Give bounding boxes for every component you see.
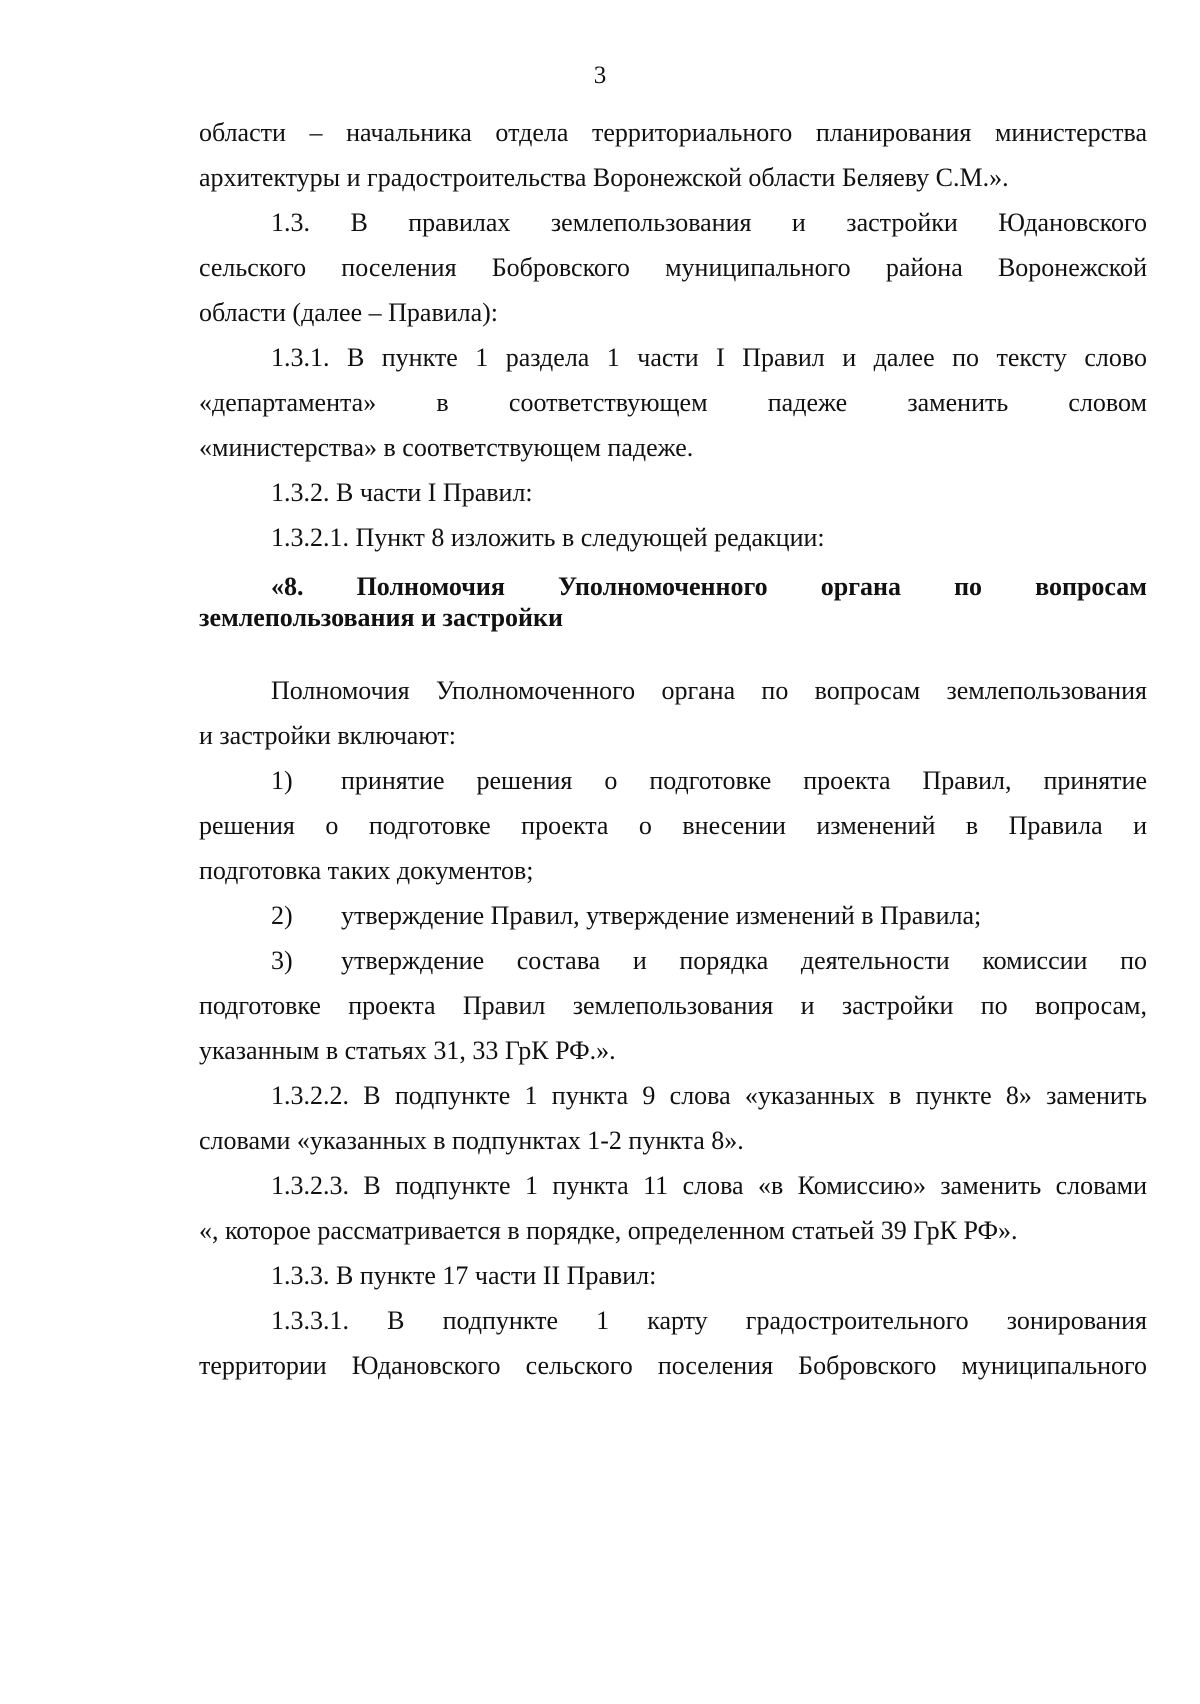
list-item-text: утверждение состава и порядка деятельности комиссии по	[341, 946, 1147, 975]
section-heading-line: землепользования и застройки	[199, 603, 563, 632]
text-line: области (далее – Правила):	[199, 298, 499, 327]
section-heading-line: «8. Полномочия Уполномоченного органа по вопросам	[271, 572, 1147, 601]
page-number: 3	[593, 62, 607, 89]
list-item-text: принятие решения о подготовке проекта Правил, принятие	[341, 766, 1147, 795]
text-line: области – начальника отдела территориального планирования министерства	[199, 118, 1147, 147]
text-line: 1.3.3.1. В подпункте 1 карту градостроительного зонирования	[271, 1306, 1147, 1335]
list-number: 3)	[271, 946, 293, 975]
text-line: подготовка таких документов;	[199, 856, 534, 885]
text-line: 1.3.3. В пункте 17 части II Правил:	[271, 1261, 657, 1290]
list-item	[271, 901, 1147, 931]
text-line: Полномочия Уполномоченного органа по вопросам землепользования	[271, 676, 1147, 705]
text-line: 1.3.2.3. В подпункте 1 пункта 11 слова «в Комиссию» заменить словами	[271, 1171, 1147, 1200]
list-item	[271, 946, 1147, 976]
text-line: территории Юдановского сельского поселения Бобровского муниципального	[199, 1351, 1147, 1380]
text-line: «министерства» в соответствующем падеже.	[199, 433, 694, 462]
list-item-text: утверждение Правил, утверждение изменений в Правила;	[341, 901, 982, 930]
list-number: 2)	[271, 901, 293, 930]
text-line: «, которое рассматривается в порядке, определенном статьей 39 ГрК РФ».	[199, 1216, 1018, 1245]
text-line: 1.3.1. В пункте 1 раздела 1 части I Правил и далее по тексту слово	[271, 343, 1147, 372]
list-item	[271, 766, 1147, 796]
text-line: и застройки включают:	[199, 721, 457, 750]
text-line: указанным в статьях 31, 33 ГрК РФ.».	[199, 1036, 616, 1065]
text-line: 1.3.2.1. Пункт 8 изложить в следующей редакции:	[271, 523, 825, 552]
text-line: подготовке проекта Правил землепользования и застройки по вопросам,	[199, 991, 1147, 1020]
text-line: сельского поселения Бобровского муниципального района Воронежской	[199, 253, 1147, 282]
text-line: 1.3. В правилах землепользования и застройки Юдановского	[271, 208, 1147, 237]
text-line: 1.3.2.2. В подпункте 1 пункта 9 слова «указанных в пункте 8» заменить	[271, 1081, 1147, 1110]
text-line: «департамента» в соответствующем падеже заменить словом	[199, 388, 1147, 417]
text-line: архитектуры и градостроительства Воронежской области Беляеву С.М.».	[199, 163, 1009, 192]
text-line: решения о подготовке проекта о внесении изменений в Правила и	[199, 811, 1147, 840]
text-line: словами «указанных в подпунктах 1-2 пункта 8».	[199, 1126, 744, 1155]
text-line: 1.3.2. В части I Правил:	[271, 478, 533, 507]
list-number: 1)	[271, 766, 293, 795]
